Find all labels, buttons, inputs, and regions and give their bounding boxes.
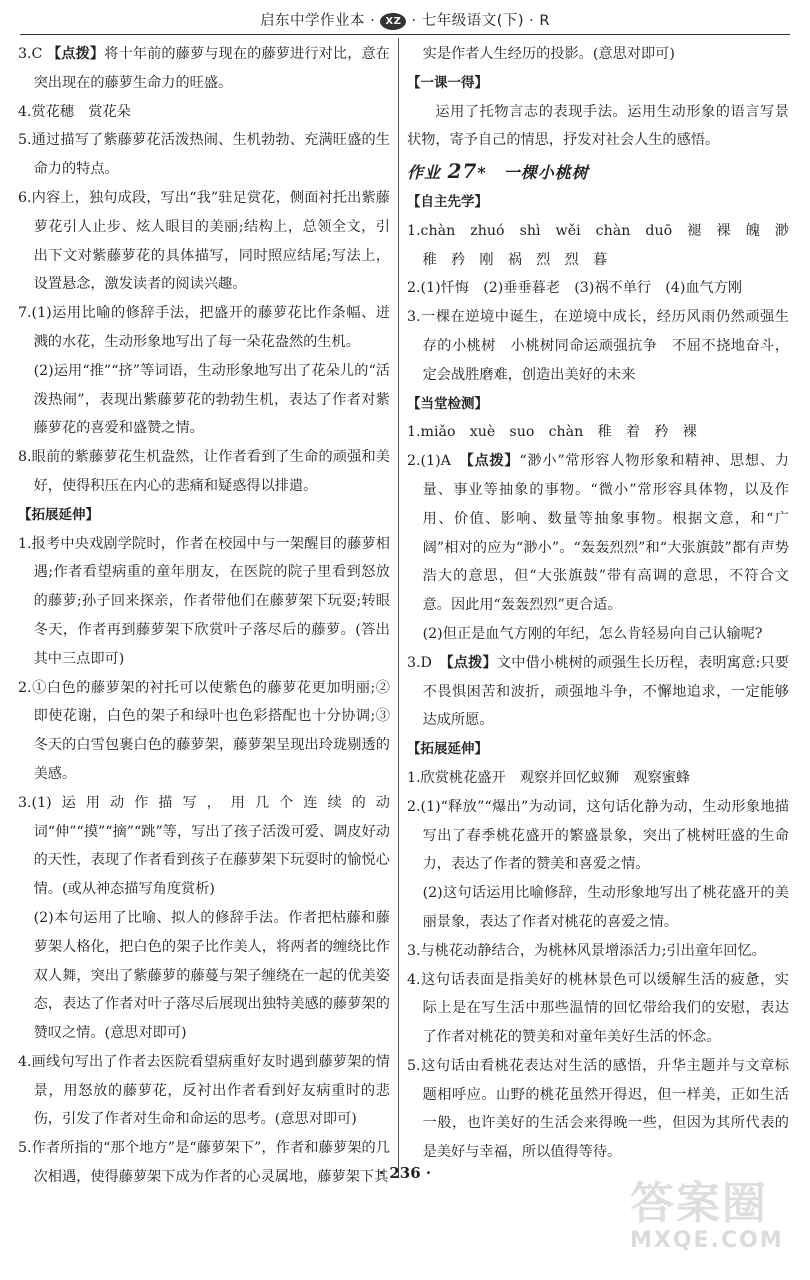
answer-paragraph <box>18 126 390 184</box>
answer-paragraph <box>407 937 789 966</box>
answer-paragraph <box>18 184 390 299</box>
answer-paragraph <box>407 274 789 303</box>
answer-paragraph <box>407 764 789 793</box>
text-segment: (2)运用“推”“挤”等词语，生动形象地写出了花朵儿的“活泼热闹”，表现出紫藤萝花的勃勃生机，表达了作者对紫藤萝花的喜爱和盛赞之情。 <box>33 362 390 437</box>
text-segment: “渺小”常形容人物形象和精神、思想、力量、事业等抽象的事物。“微小”常形容具体物，以及作用、价值、影响、数量等抽象事物。根据文意，和“广阔”相对的应为“渺小”。“轰轰烈烈”和“大张旗鼓”都有声势浩大的意思，但“大张旗鼓”带有高调的意思，不符合文意。因此用“轰轰烈烈”更合适。 <box>422 453 789 614</box>
text-segment: 2.(1)忏悔 (2)垂垂暮老 (3)祸不单行 (4)血气方刚 <box>407 280 743 297</box>
text-segment: 1.chàn zhuó shì wěi chàn duō 褪 裸 魄 渺稚 矜 刚 祸 烈 烈 暮 <box>407 222 789 268</box>
answer-paragraph <box>18 299 390 357</box>
lesson-number: 27 <box>447 159 478 184</box>
text-segment: 3.D <box>407 654 447 671</box>
answer-paragraph <box>18 530 390 674</box>
answer-paragraph <box>18 1048 390 1134</box>
text-segment: 4.这句话表面是指美好的桃林景色可以缓解生活的疲惫，实际上是在写生活中那些温情的回忆带给我们的安慰，表达了作者对桃花的赞美和对童年美好生活的怀念。 <box>407 971 789 1046</box>
answer-paragraph <box>407 303 789 389</box>
section-heading <box>407 390 789 419</box>
text-segment: 2.(1)A <box>407 453 467 470</box>
publisher-logo-icon: XZ <box>380 13 406 30</box>
text-segment: 【拓展延伸】 <box>18 506 99 523</box>
text-segment: 3.C <box>18 46 48 62</box>
answer-paragraph <box>18 789 390 904</box>
answer-paragraph <box>407 40 789 69</box>
hint-tag: 【点拨】 <box>47 46 105 62</box>
text-segment: 【拓展延伸】 <box>407 741 488 758</box>
text-segment: 【自主先学】 <box>407 193 488 210</box>
text-segment: 【一课一得】 <box>407 74 488 91</box>
text-segment: 8.眼前的紫藤萝花生机盎然，让作者看到了生命的顽强和美好，使得积压在内心的悲痛和疑惑得以排遣。 <box>18 449 390 494</box>
answer-paragraph <box>407 620 789 649</box>
answer-paragraph <box>407 1052 789 1167</box>
text-segment: 4.赏花穗 赏花朵 <box>18 103 131 120</box>
answer-paragraph <box>18 98 390 127</box>
answer-paragraph <box>18 904 390 1048</box>
text-segment: 3.(1)运用动作描写，用几个连续的动词“伸”“摸”“摘”“跳”等，写出了孩子活泼可爱、调皮好动的天性，表现了作者看到孩子在藤萝架下玩耍时的愉悦心情。(或从神态描写角度赏析) <box>18 794 390 898</box>
answer-paragraph <box>18 40 390 98</box>
text-segment: 运用了托物言志的表现手法。运用生动形象的语言写景状物，寄予自己的情思，抒发对社会人生的感悟。 <box>407 103 789 149</box>
answer-paragraph <box>407 447 789 620</box>
section-heading <box>407 735 789 764</box>
answer-paragraph <box>18 357 390 443</box>
column-divider <box>398 38 399 1178</box>
watermark-bottom: MXQE.COM <box>630 1228 784 1253</box>
text-segment: (2)但正是血气方刚的年纪，怎么肯轻易向自己认输呢? <box>422 625 763 642</box>
text-segment: 4.画线句写出了作者去医院看望病重好友时遇到藤萝架的情景，用怒放的藤萝花，反衬出作者看到好友病重时的悲伤，引发了作者对生命和命运的思考。(意思对即可) <box>18 1053 390 1128</box>
answer-paragraph <box>407 217 789 275</box>
text-segment: 1.miǎo xuè suo chàn 稚 着 矜 裸 <box>407 424 697 441</box>
text-segment: 作业 <box>407 163 448 183</box>
watermark-top: 答案圈 <box>630 1178 768 1229</box>
text-segment: 3.与桃花动静结合，为桃林风景增添活力;引出童年回忆。 <box>407 942 766 959</box>
hint-tag: 【点拨】 <box>446 654 497 671</box>
text-segment: 5.这句话由看桃花表达对生活的感悟，升华主题并与文章标题相呼应。山野的桃花虽然开得迟，但一样美，正如生活一般，也许美好的生活会来得晚一些，但因为其所代表的是美好与幸福，所以值得等待。 <box>407 1057 789 1161</box>
answer-paragraph <box>18 443 390 501</box>
answer-paragraph <box>407 418 789 447</box>
left-column <box>18 40 390 1192</box>
text-segment: 2.①白色的藤萝架的衬托可以使紫色的藤萝花更加明丽;②即使花谢，白色的架子和绿叶也色彩搭配也十分协调;③冬天的白雪包裹白色的藤萝架，藤萝架呈现出玲珑剔透的美感。 <box>18 679 390 782</box>
text-segment: 5.通过描写了紫藤萝花活泼热闹、生机勃勃、充满旺盛的生命力的特点。 <box>18 132 390 178</box>
answer-paragraph <box>407 966 789 1052</box>
answer-paragraph <box>407 649 789 735</box>
page-number: · 236 · <box>378 1164 432 1182</box>
text-segment: * 一棵小桃树 <box>477 163 589 183</box>
answer-paragraph <box>407 98 789 156</box>
right-column <box>407 40 789 1167</box>
text-segment: 3.一棵在逆境中诞生，在逆境中成长，经历风雨仍然顽强生存的小桃树 小桃树同命运顽强抗争 不屈不挠地奋斗，定会战胜磨难，创造出美好的未来 <box>407 309 789 383</box>
page-header <box>20 8 790 35</box>
answer-paragraph <box>407 793 789 879</box>
answer-paragraph <box>407 879 789 937</box>
header-book-title: 启东中学作业本 · <box>260 13 376 29</box>
text-segment: 文中借小桃树的顽强生长历程，表明寓意:只要不畏惧困苦和波折，顽强地斗争，不懈地追求，一定能够达成所愿。 <box>422 654 789 729</box>
text-segment: (2)本句运用了比喻、拟人的修辞手法。作者把枯藤和藤萝架人格化，把白色的架子比作美人，将两者的缠绕比作双人舞，突出了紫藤萝的藤蔓与架子缠绕在一起的优美姿态，表达了作者对叶子落尽后展现出独特美感的藤萝架的赞叹之情。(意思对即可) <box>33 909 390 1042</box>
text-segment: 1.报考中央戏剧学院时，作者在校园中与一架醒目的藤萝相遇;作者看望病重的童年朋友，在医院的院子里看到怒放的藤萝;孙子回来探亲，作者带他们在藤萝架下玩耍;转眼冬天，作者再到藤萝架下欣赏叶子落尽后的藤萝。(答出其中三点即可) <box>18 535 390 667</box>
text-segment: 1.欣赏桃花盛开 观察并回忆蚁狮 观察蜜蜂 <box>407 769 691 786</box>
section-heading <box>18 501 390 530</box>
header-subject: · 七年级语文(下) · R <box>411 13 550 29</box>
text-segment: (2)这句话运用比喻修辞，生动形象地写出了桃花盛开的美丽景象，表达了作者对桃花的喜爱之情。 <box>422 885 789 930</box>
watermark-logo <box>630 1180 800 1268</box>
answer-paragraph <box>18 674 390 789</box>
lesson-title <box>407 157 789 188</box>
text-segment: 2.(1)“释放”“爆出”为动词，这句话化静为动，生动形象地描写出了春季桃花盛开的繁盛景象，突出了桃树旺盛的生命力，表达了作者的赞美和喜爱之情。 <box>407 798 789 873</box>
section-heading <box>407 69 789 98</box>
text-segment: 【当堂检测】 <box>407 395 488 412</box>
text-segment: 7.(1)运用比喻的修辞手法，把盛开的藤萝花比作条幅、迸溅的水花，生动形象地写出了每一朵花盎然的生机。 <box>18 305 390 350</box>
section-heading <box>407 188 789 217</box>
text-segment: 5.作者所指的“那个地方”是“藤萝架下”，作者和藤萝架的几次相遇，使得藤萝架下成为作者的心灵属地，藤萝架下其 <box>18 1140 390 1186</box>
hint-tag: 【点拨】 <box>466 453 520 470</box>
text-segment: 实是作者人生经历的投影。(意思对即可) <box>422 46 675 62</box>
text-segment: 将十年前的藤萝与现在的藤萝进行对比，意在突出现在的藤萝生命力的旺盛。 <box>33 46 390 91</box>
text-segment: 6.内容上，独句成段，写出“我”驻足赏花，侧面衬托出紫藤萝花引人止步、炫人眼目的美丽;结构上，总领全文，引出下文对紫藤萝花的具体描写，同时照应结尾;写法上，设置悬念，激发读者的阅读兴趣。 <box>18 189 390 293</box>
